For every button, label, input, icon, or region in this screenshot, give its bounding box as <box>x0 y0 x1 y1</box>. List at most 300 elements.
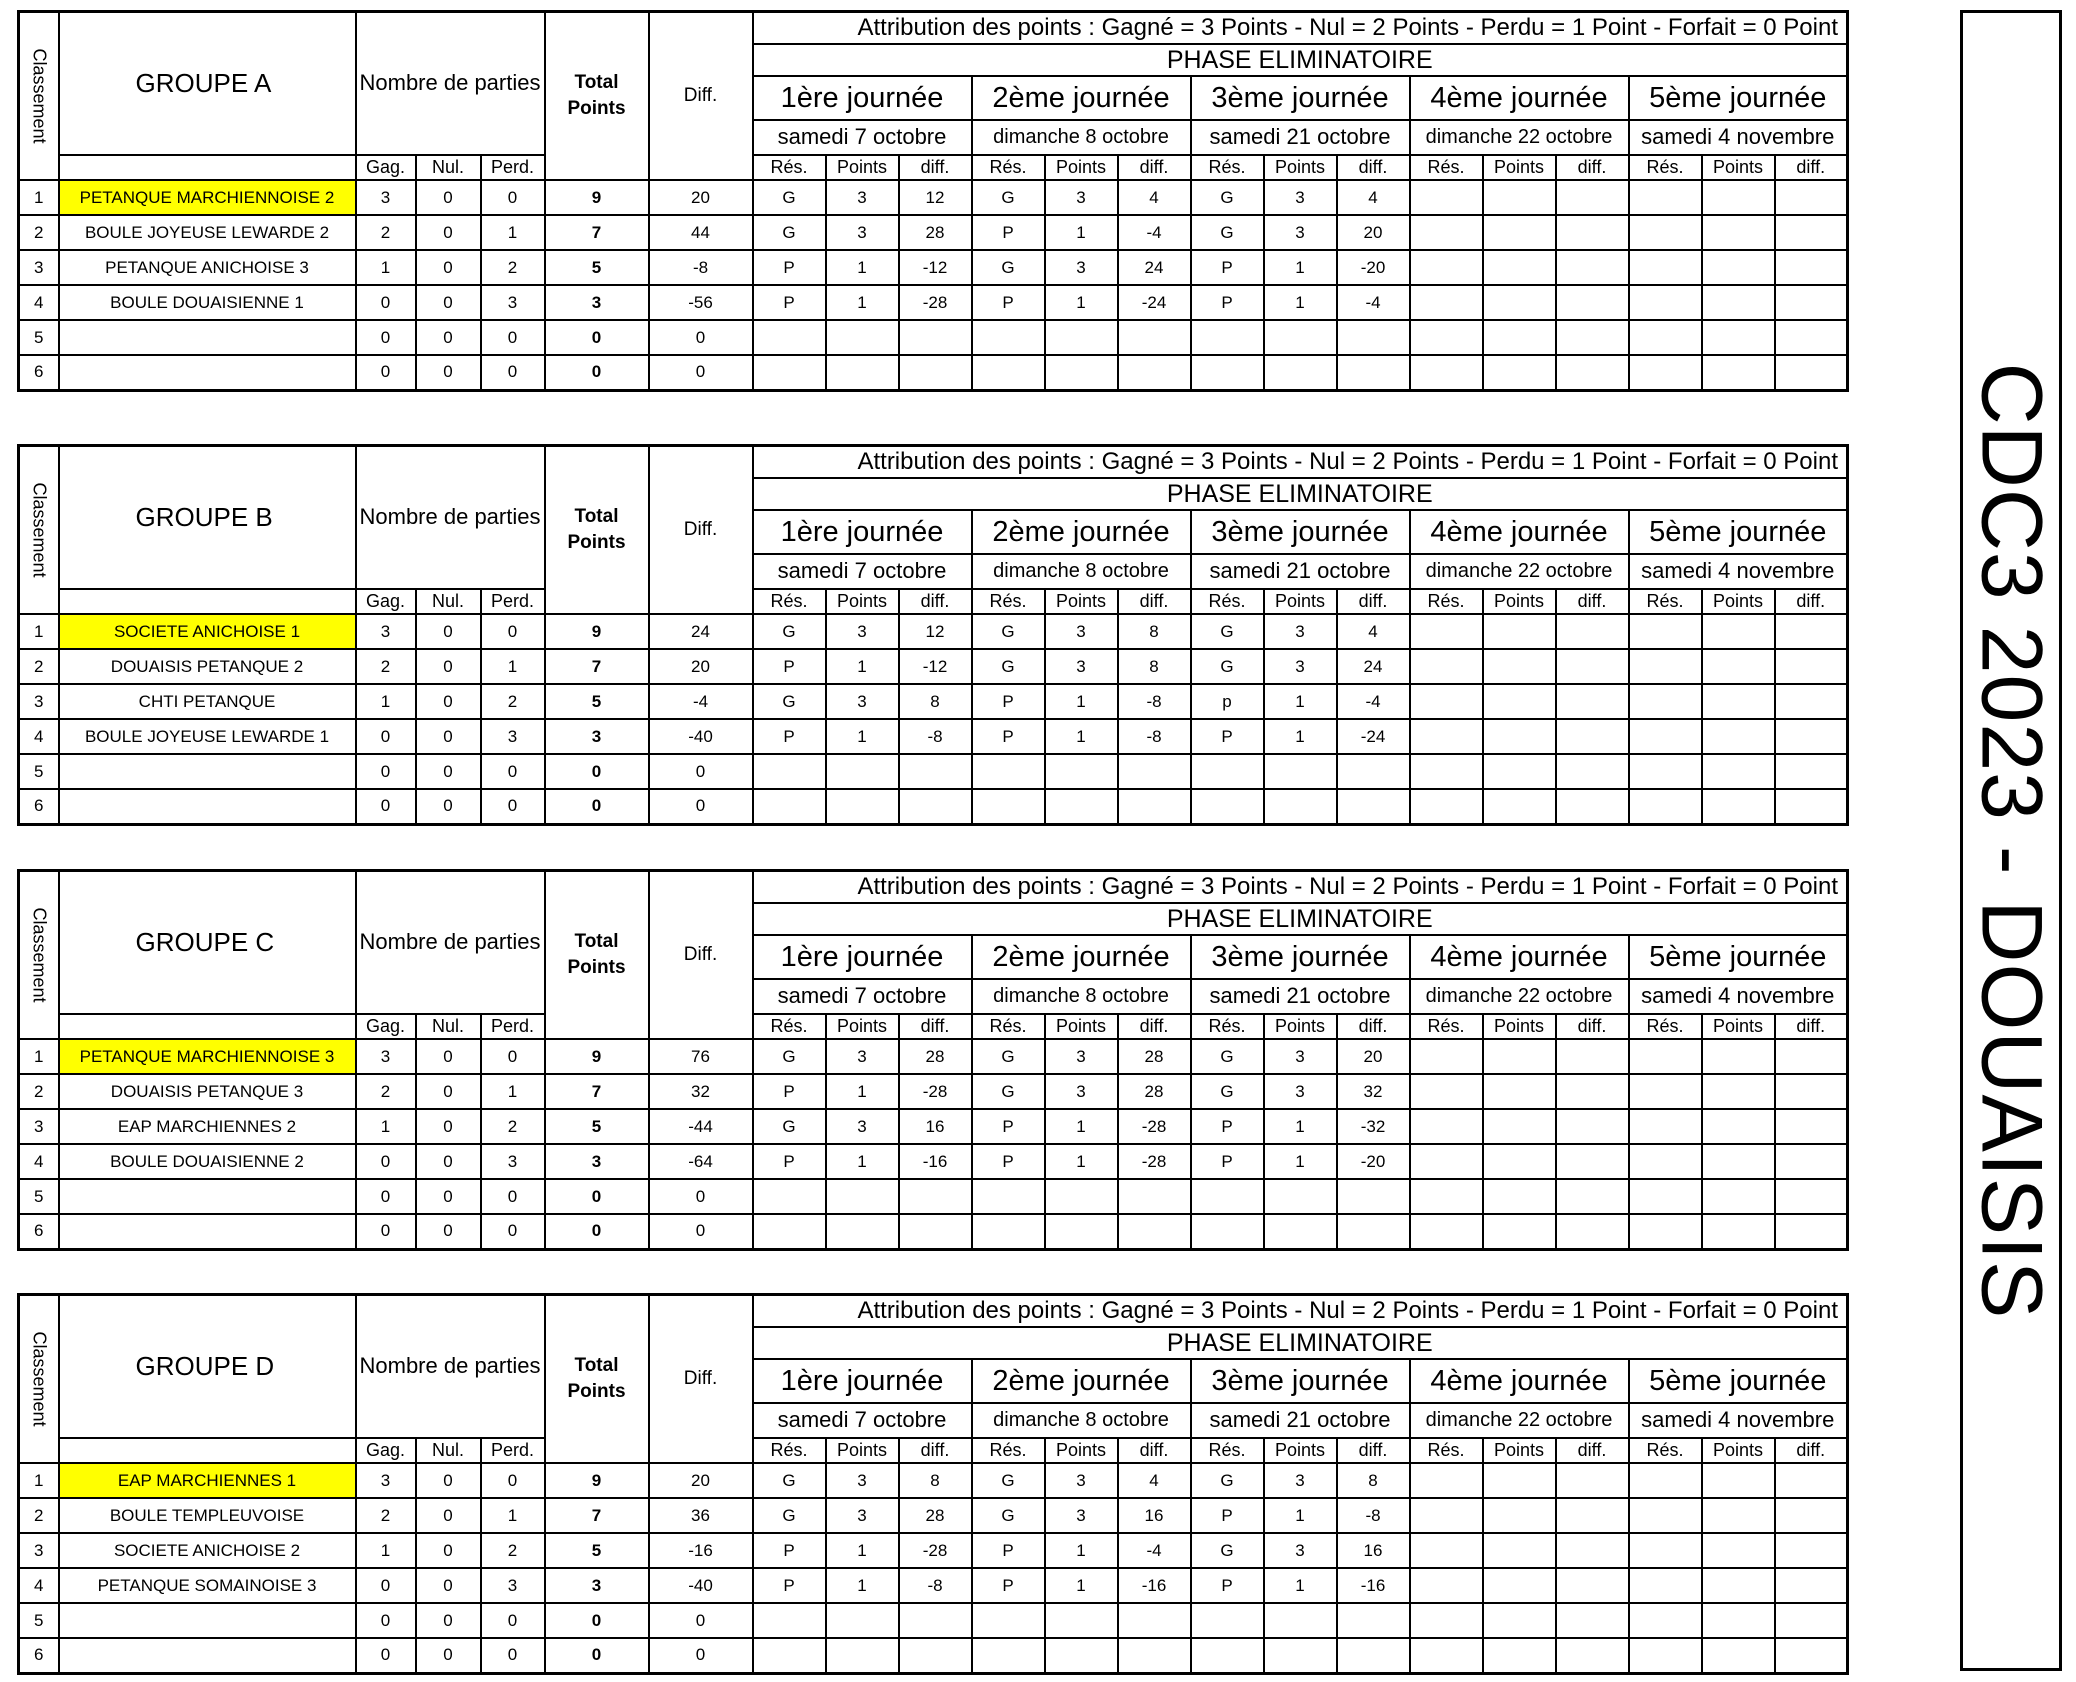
journee-diff-cell: 20 <box>1337 1039 1410 1074</box>
table-row <box>19 285 1848 320</box>
journee-diff-cell <box>899 754 972 789</box>
points-cell: 3 <box>826 1039 899 1074</box>
journee-diff-cell: 4 <box>1118 180 1191 215</box>
journee-diff-cell <box>1118 355 1191 390</box>
result-cell <box>1629 1568 1702 1603</box>
points-cell <box>1702 180 1775 215</box>
gag-cell: 0 <box>356 789 416 824</box>
table-row <box>19 180 1848 215</box>
result-cell <box>1410 1109 1483 1144</box>
journee-diff-cell <box>1337 1214 1410 1249</box>
total-points-cell: 0 <box>545 1638 649 1673</box>
result-cell <box>1410 180 1483 215</box>
group-table-a <box>17 10 1849 392</box>
points-cell: 3 <box>1045 1074 1118 1109</box>
total-points-cell: 7 <box>545 649 649 684</box>
diff-cell: -64 <box>649 1144 753 1179</box>
diff-cell: -56 <box>649 285 753 320</box>
total-points-cell: 0 <box>545 1214 649 1249</box>
journee-diff-cell <box>1775 1144 1848 1179</box>
result-cell <box>1629 215 1702 250</box>
points-cell <box>1264 1603 1337 1638</box>
rank-cell: 2 <box>19 649 59 684</box>
result-cell: G <box>972 614 1045 649</box>
points-cell: 1 <box>1264 1109 1337 1144</box>
points-cell <box>1045 1603 1118 1638</box>
result-cell <box>1191 1214 1264 1249</box>
points-cell <box>1702 614 1775 649</box>
res-header: Rés. <box>972 1014 1045 1039</box>
journee-diff-cell: -8 <box>899 719 972 754</box>
result-cell <box>1410 1039 1483 1074</box>
points-cell <box>1483 1533 1556 1568</box>
result-cell: P <box>1191 1498 1264 1533</box>
classement-header <box>19 1295 59 1464</box>
points-cell: 3 <box>1264 1039 1337 1074</box>
phase-title: PHASE ELIMINATOIRE <box>753 44 1848 77</box>
points-cell <box>826 320 899 355</box>
result-cell: P <box>972 1144 1045 1179</box>
total-points-cell: 5 <box>545 684 649 719</box>
journee-diff-cell <box>1337 1638 1410 1673</box>
journee-diff-header: diff. <box>1556 155 1629 180</box>
perd-cell: 2 <box>481 1109 545 1144</box>
result-cell <box>753 789 826 824</box>
perd-cell: 3 <box>481 719 545 754</box>
points-header: Points <box>1483 155 1556 180</box>
journee-diff-cell: -28 <box>899 1074 972 1109</box>
journee-diff-cell <box>1556 1214 1629 1249</box>
result-cell <box>1629 250 1702 285</box>
gag-cell: 0 <box>356 754 416 789</box>
res-header: Rés. <box>753 1014 826 1039</box>
total-points-cell: 5 <box>545 1109 649 1144</box>
team-name: PETANQUE MARCHIENNOISE 3 <box>59 1039 356 1074</box>
points-attribution: Attribution des points : Gagné = 3 Points - Nul = 2 Points - Perdu = 1 Point - Forfait = 0 Point <box>753 12 1848 44</box>
journee-diff-cell <box>1337 355 1410 390</box>
journee-diff-cell: 28 <box>899 215 972 250</box>
journee-diff-cell: -8 <box>1118 719 1191 754</box>
journee-diff-cell: -4 <box>1337 285 1410 320</box>
total-points-cell: 0 <box>545 1179 649 1214</box>
journee-diff-cell: 24 <box>1118 250 1191 285</box>
journee-diff-header: diff. <box>1775 1014 1848 1039</box>
points-cell: 1 <box>1264 684 1337 719</box>
result-cell: G <box>972 1039 1045 1074</box>
rank-cell: 6 <box>19 1214 59 1249</box>
journee-diff-cell <box>1775 320 1848 355</box>
classement-label: Classement <box>29 1331 50 1427</box>
journee-diff-cell <box>1556 754 1629 789</box>
points-cell <box>1702 684 1775 719</box>
rank-cell: 4 <box>19 285 59 320</box>
points-cell <box>1264 1179 1337 1214</box>
res-header: Rés. <box>753 1438 826 1463</box>
team-name: PETANQUE ANICHOISE 3 <box>59 250 356 285</box>
points-header: Points <box>826 589 899 614</box>
nul-cell: 0 <box>416 1463 481 1498</box>
points-cell <box>1264 1638 1337 1673</box>
points-cell: 1 <box>1045 1568 1118 1603</box>
gag-cell: 3 <box>356 1463 416 1498</box>
perd-cell: 1 <box>481 1498 545 1533</box>
points-cell <box>826 1214 899 1249</box>
perd-header: Perd. <box>481 1438 545 1463</box>
result-cell <box>972 1603 1045 1638</box>
journee-diff-cell: 28 <box>1118 1039 1191 1074</box>
points-cell: 3 <box>1045 1498 1118 1533</box>
journee-diff-header: diff. <box>1337 589 1410 614</box>
res-header: Rés. <box>1410 589 1483 614</box>
points-cell <box>1483 789 1556 824</box>
journee-diff-cell <box>1775 180 1848 215</box>
result-cell <box>1629 684 1702 719</box>
points-cell: 1 <box>826 250 899 285</box>
points-cell <box>1483 1214 1556 1249</box>
table-row <box>19 215 1848 250</box>
result-cell <box>1410 355 1483 390</box>
total-points-header: Total Points <box>545 12 649 181</box>
points-header: Points <box>1702 155 1775 180</box>
journee-diff-cell <box>1775 684 1848 719</box>
gag-cell: 3 <box>356 614 416 649</box>
journee-diff-cell <box>1337 1179 1410 1214</box>
diff-cell: 36 <box>649 1498 753 1533</box>
journee-diff-cell: -20 <box>1337 1144 1410 1179</box>
gag-cell: 1 <box>356 250 416 285</box>
nul-header: Nul. <box>416 1438 481 1463</box>
result-cell: G <box>972 180 1045 215</box>
journee-diff-cell: 24 <box>1337 649 1410 684</box>
team-name <box>59 1603 356 1638</box>
journee-diff-cell: 12 <box>899 614 972 649</box>
result-cell: G <box>1191 1533 1264 1568</box>
points-cell <box>1702 1214 1775 1249</box>
table-row <box>19 1463 1848 1498</box>
result-cell: P <box>1191 1109 1264 1144</box>
gag-cell: 0 <box>356 1179 416 1214</box>
perd-cell: 0 <box>481 1214 545 1249</box>
gag-cell: 0 <box>356 1568 416 1603</box>
classement-label: Classement <box>29 907 50 1003</box>
journee-diff-cell: 16 <box>1118 1498 1191 1533</box>
result-cell: p <box>1191 684 1264 719</box>
nul-cell: 0 <box>416 1214 481 1249</box>
result-cell: P <box>972 215 1045 250</box>
perd-cell: 1 <box>481 649 545 684</box>
team-name <box>59 1638 356 1673</box>
journee-diff-cell <box>1775 789 1848 824</box>
points-cell: 3 <box>1045 1463 1118 1498</box>
points-cell <box>1264 789 1337 824</box>
journee-diff-cell <box>1775 215 1848 250</box>
journee-date: samedi 21 octobre <box>1191 979 1410 1014</box>
points-cell <box>1483 649 1556 684</box>
points-cell: 1 <box>1264 250 1337 285</box>
points-header: Points <box>1702 589 1775 614</box>
journee-diff-cell: -32 <box>1337 1109 1410 1144</box>
diff-cell: 20 <box>649 180 753 215</box>
points-cell <box>826 754 899 789</box>
result-cell: G <box>972 649 1045 684</box>
result-cell <box>753 754 826 789</box>
points-cell: 3 <box>1264 614 1337 649</box>
result-cell: G <box>753 215 826 250</box>
perd-cell: 1 <box>481 215 545 250</box>
team-name: EAP MARCHIENNES 2 <box>59 1109 356 1144</box>
rank-cell: 5 <box>19 1179 59 1214</box>
points-cell: 1 <box>1045 684 1118 719</box>
points-cell: 3 <box>826 180 899 215</box>
result-cell: P <box>753 1144 826 1179</box>
team-name: SOCIETE ANICHOISE 2 <box>59 1533 356 1568</box>
nombre-parties-header: Nombre de parties <box>356 871 545 1014</box>
perd-cell: 2 <box>481 250 545 285</box>
gag-cell: 2 <box>356 1498 416 1533</box>
result-cell <box>1410 1603 1483 1638</box>
journee-diff-cell: -4 <box>1118 1533 1191 1568</box>
journee-date: samedi 7 octobre <box>753 1403 972 1438</box>
rank-cell: 1 <box>19 1463 59 1498</box>
journee-diff-cell <box>1775 614 1848 649</box>
total-points-cell: 9 <box>545 180 649 215</box>
points-cell <box>1045 320 1118 355</box>
journee-diff-cell <box>1556 1179 1629 1214</box>
result-cell <box>1410 1144 1483 1179</box>
result-cell <box>1191 1179 1264 1214</box>
diff-cell: -40 <box>649 719 753 754</box>
result-cell <box>972 355 1045 390</box>
journee-header: 2ème journée <box>972 1359 1191 1402</box>
journee-diff-cell <box>1775 1179 1848 1214</box>
result-cell: G <box>1191 1074 1264 1109</box>
journee-header: 1ère journée <box>753 935 972 978</box>
journee-diff-cell <box>1118 320 1191 355</box>
table-row <box>19 614 1848 649</box>
journee-date: samedi 7 octobre <box>753 120 972 155</box>
diff-cell: 24 <box>649 614 753 649</box>
journee-diff-cell: 32 <box>1337 1074 1410 1109</box>
team-name <box>59 754 356 789</box>
journee-diff-cell <box>1556 649 1629 684</box>
rank-cell: 1 <box>19 614 59 649</box>
perd-cell: 3 <box>481 1144 545 1179</box>
table-row <box>19 1074 1848 1109</box>
journee-header: 4ème journée <box>1410 510 1629 553</box>
journee-diff-cell <box>1775 719 1848 754</box>
nul-cell: 0 <box>416 719 481 754</box>
rank-cell: 1 <box>19 180 59 215</box>
gag-header: Gag. <box>356 1438 416 1463</box>
nul-cell: 0 <box>416 1533 481 1568</box>
team-name <box>59 320 356 355</box>
perd-cell: 0 <box>481 754 545 789</box>
points-cell <box>1702 355 1775 390</box>
nombre-parties-header: Nombre de parties <box>356 1295 545 1438</box>
result-cell: P <box>1191 285 1264 320</box>
journee-diff-cell: -20 <box>1337 250 1410 285</box>
points-cell <box>1702 1109 1775 1144</box>
points-cell: 3 <box>826 614 899 649</box>
points-cell <box>1045 789 1118 824</box>
points-cell <box>1702 1568 1775 1603</box>
points-cell: 3 <box>826 1109 899 1144</box>
diff-cell: 44 <box>649 215 753 250</box>
nul-cell: 0 <box>416 320 481 355</box>
team-name: BOULE DOUAISIENNE 2 <box>59 1144 356 1179</box>
journee-diff-cell <box>1118 1179 1191 1214</box>
result-cell: G <box>753 1498 826 1533</box>
result-cell: G <box>972 1498 1045 1533</box>
result-cell: G <box>753 684 826 719</box>
total-points-header: Total Points <box>545 871 649 1040</box>
points-cell <box>1045 1638 1118 1673</box>
points-attribution: Attribution des points : Gagné = 3 Points - Nul = 2 Points - Perdu = 1 Point - Forfait = 0 Point <box>753 871 1848 903</box>
journee-diff-header: diff. <box>1337 1438 1410 1463</box>
total-points-cell: 3 <box>545 1568 649 1603</box>
points-cell <box>1483 1179 1556 1214</box>
journee-date: dimanche 8 octobre <box>972 979 1191 1014</box>
rank-cell: 1 <box>19 1039 59 1074</box>
nul-cell: 0 <box>416 1039 481 1074</box>
journee-diff-cell: -12 <box>899 250 972 285</box>
gag-cell: 2 <box>356 649 416 684</box>
diff-cell: -44 <box>649 1109 753 1144</box>
journee-diff-cell: 4 <box>1337 180 1410 215</box>
result-cell: P <box>1191 719 1264 754</box>
points-cell: 3 <box>826 1498 899 1533</box>
rank-cell: 4 <box>19 1568 59 1603</box>
diff-cell: 32 <box>649 1074 753 1109</box>
points-header: Points <box>1702 1014 1775 1039</box>
table-row <box>19 719 1848 754</box>
gag-cell: 0 <box>356 1603 416 1638</box>
points-cell <box>1702 1144 1775 1179</box>
result-cell <box>972 1179 1045 1214</box>
table-row <box>19 250 1848 285</box>
result-cell <box>1629 1533 1702 1568</box>
result-cell: P <box>753 719 826 754</box>
points-cell: 1 <box>826 1533 899 1568</box>
phase-title: PHASE ELIMINATOIRE <box>753 903 1848 936</box>
points-attribution: Attribution des points : Gagné = 3 Points - Nul = 2 Points - Perdu = 1 Point - Forfait = 0 Point <box>753 1295 1848 1327</box>
journee-header: 2ème journée <box>972 510 1191 553</box>
total-points-header: Total Points <box>545 1295 649 1464</box>
points-cell <box>1702 250 1775 285</box>
journee-diff-header: diff. <box>899 155 972 180</box>
points-header: Points <box>826 155 899 180</box>
total-points-cell: 9 <box>545 1463 649 1498</box>
points-cell: 1 <box>1264 1144 1337 1179</box>
points-header: Points <box>1045 155 1118 180</box>
gag-header: Gag. <box>356 155 416 180</box>
nombre-parties-header: Nombre de parties <box>356 446 545 589</box>
journee-date: dimanche 8 octobre <box>972 554 1191 589</box>
res-header: Rés. <box>1191 155 1264 180</box>
result-cell: G <box>972 250 1045 285</box>
team-name: PETANQUE MARCHIENNOISE 2 <box>59 180 356 215</box>
journee-diff-header: diff. <box>1556 1438 1629 1463</box>
result-cell <box>753 1638 826 1673</box>
points-cell <box>1702 754 1775 789</box>
team-name: SOCIETE ANICHOISE 1 <box>59 614 356 649</box>
points-header: Points <box>1483 589 1556 614</box>
total-points-cell: 3 <box>545 285 649 320</box>
result-cell: G <box>753 1039 826 1074</box>
result-cell <box>1629 1074 1702 1109</box>
result-cell: P <box>972 1568 1045 1603</box>
classement-label: Classement <box>29 48 50 144</box>
result-cell <box>1410 1568 1483 1603</box>
points-cell: 1 <box>1045 1109 1118 1144</box>
journee-diff-cell: -28 <box>899 285 972 320</box>
journee-header: 1ère journée <box>753 510 972 553</box>
nul-cell: 0 <box>416 789 481 824</box>
journee-diff-cell <box>1556 180 1629 215</box>
points-cell: 3 <box>1045 614 1118 649</box>
result-cell <box>1629 1214 1702 1249</box>
result-cell <box>1410 649 1483 684</box>
points-cell: 1 <box>826 1144 899 1179</box>
journee-diff-cell <box>1337 1603 1410 1638</box>
points-cell <box>1483 1109 1556 1144</box>
res-header: Rés. <box>1629 155 1702 180</box>
journee-diff-cell <box>1556 614 1629 649</box>
result-cell <box>1629 1463 1702 1498</box>
journee-diff-cell <box>1556 1638 1629 1673</box>
result-cell <box>753 1603 826 1638</box>
diff-cell: 20 <box>649 1463 753 1498</box>
journee-diff-cell: -24 <box>1337 719 1410 754</box>
group-subheader-blank <box>59 1438 356 1463</box>
diff-cell: -8 <box>649 250 753 285</box>
result-cell <box>1410 1179 1483 1214</box>
journee-date: samedi 7 octobre <box>753 554 972 589</box>
gag-cell: 0 <box>356 320 416 355</box>
result-cell <box>1629 649 1702 684</box>
perd-cell: 1 <box>481 1074 545 1109</box>
journee-date: dimanche 8 octobre <box>972 1403 1191 1438</box>
result-cell <box>1191 789 1264 824</box>
result-cell: P <box>1191 1568 1264 1603</box>
result-cell <box>1191 355 1264 390</box>
points-cell: 3 <box>826 215 899 250</box>
points-cell <box>1702 1074 1775 1109</box>
journee-diff-cell: 16 <box>899 1109 972 1144</box>
journee-date: samedi 4 novembre <box>1629 120 1848 155</box>
journee-diff-cell <box>1337 754 1410 789</box>
journee-diff-cell <box>1556 250 1629 285</box>
journee-diff-cell: -16 <box>1118 1568 1191 1603</box>
journee-diff-cell <box>899 320 972 355</box>
gag-cell: 1 <box>356 684 416 719</box>
total-points-cell: 0 <box>545 355 649 390</box>
result-cell <box>1629 1603 1702 1638</box>
journee-diff-header: diff. <box>1118 155 1191 180</box>
result-cell: G <box>1191 1039 1264 1074</box>
result-cell <box>1629 614 1702 649</box>
total-points-cell: 0 <box>545 754 649 789</box>
result-cell <box>1410 1463 1483 1498</box>
journee-diff-cell: -16 <box>899 1144 972 1179</box>
diff-cell: 0 <box>649 320 753 355</box>
total-points-cell: 0 <box>545 1603 649 1638</box>
total-points-cell: 9 <box>545 614 649 649</box>
points-cell: 1 <box>1045 215 1118 250</box>
perd-cell: 0 <box>481 789 545 824</box>
journee-diff-cell: 28 <box>899 1039 972 1074</box>
journee-diff-cell: -4 <box>1118 215 1191 250</box>
